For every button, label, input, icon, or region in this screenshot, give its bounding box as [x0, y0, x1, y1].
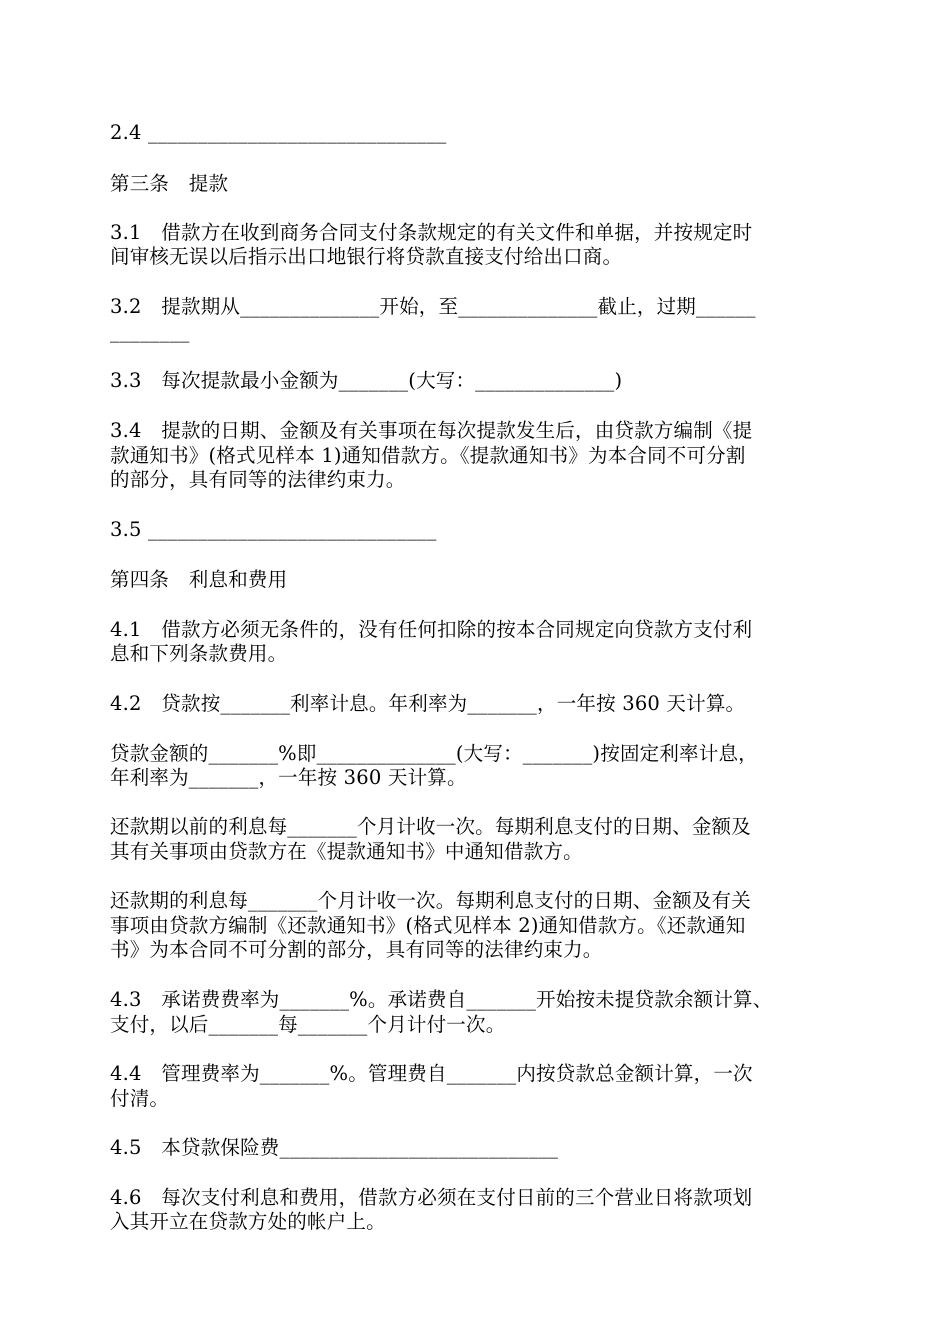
clause-4-4-line-1: 4.4 管理费率为_______%。管理费自_______内按贷款总金额计算，一次 [110, 1062, 753, 1085]
clause-3-5: 3.5 _____________________________ [110, 518, 437, 541]
clause-4-3-line-2: 支付，以后_______每_______个月计付一次。 [110, 1013, 506, 1036]
clause-3-1-line-1: 3.1 借款方在收到商务合同支付条款规定的有关文件和单据，并按规定时 [110, 221, 753, 244]
clause-3-1-line-2: 间审核无误以后指示出口地银行将贷款直接支付给出口商。 [110, 245, 623, 268]
clause-4-2: 4.2 贷款按_______利率计息。年利率为_______，一年按 360 天计算。 [110, 692, 746, 715]
clause-3-2-line-2: ________ [110, 320, 190, 343]
repayment-interest-line-3: 书》为本合同不可分割的部分，具有同等的法律约束力。 [110, 938, 603, 961]
clause-4-4-line-2: 付清。 [110, 1087, 170, 1110]
clause-3-3: 3.3 每次提款最小金额为_______(大写：______________) [110, 369, 623, 392]
fixed-rate-paragraph-line-2: 年利率为_______，一年按 360 天计算。 [110, 766, 467, 789]
repayment-interest-line-1: 还款期的利息每_______个月计收一次。每期利息支付的日期、金额及有关 [110, 889, 751, 912]
pre-repayment-interest-line-2: 其有关事项由贷款方在《提款通知书》中通知借款方。 [110, 840, 583, 863]
fixed-rate-paragraph-line-1: 贷款金额的_______%即______________(大写：_______)按固定利率计息， [110, 742, 758, 765]
clause-4-3-line-1: 4.3 承诺费费率为_______%。承诺费自_______开始按未提贷款余额计算、 [110, 988, 773, 1011]
clause-4-1-line-1: 4.1 借款方必须无条件的，没有任何扣除的按本合同规定向贷款方支付利 [110, 618, 753, 641]
article-4-heading: 第四条 利息和费用 [110, 568, 288, 591]
clause-3-4-line-2: 款通知书》(格式见样本 1)通知借款方。《提款通知书》为本合同不可分割 [110, 444, 746, 467]
clause-2-4: 2.4 ______________________________ [110, 121, 447, 144]
pre-repayment-interest-line-1: 还款期以前的利息每_______个月计收一次。每期利息支付的日期、金额及 [110, 815, 751, 838]
article-3-heading: 第三条 提款 [110, 172, 229, 195]
clause-4-1-line-2: 息和下列条款费用。 [110, 642, 288, 665]
clause-4-6-line-2: 入其开立在贷款方处的帐户上。 [110, 1210, 386, 1233]
clause-3-4-line-1: 3.4 提款的日期、金额及有关事项在每次提款发生后，由贷款方编制《提 [110, 419, 753, 442]
clause-4-5: 4.5 本贷款保险费____________________________ [110, 1136, 559, 1159]
clause-4-6-line-1: 4.6 每次支付利息和费用，借款方必须在支付日前的三个营业日将款项划 [110, 1186, 753, 1209]
repayment-interest-line-2: 事项由贷款方编制《还款通知书》(格式见样本 2)通知借款方。《还款通知 [110, 914, 746, 937]
clause-3-4-line-3: 的部分，具有同等的法律约束力。 [110, 468, 406, 491]
clause-3-2-line-1: 3.2 提款期从______________开始，至______________截止，过期______ [110, 295, 756, 318]
